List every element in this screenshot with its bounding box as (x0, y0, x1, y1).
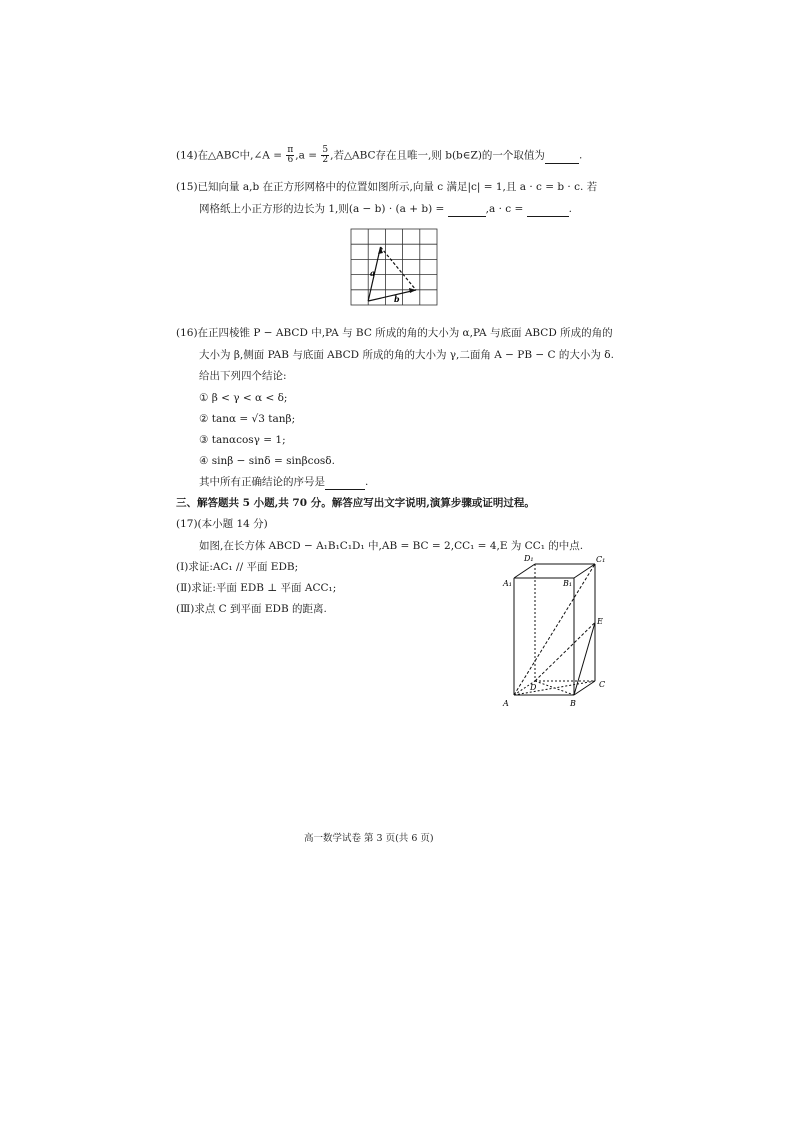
vertex-label-A: A (503, 699, 509, 708)
vector-grid-figure (350, 228, 440, 308)
fraction-numerator: π (287, 145, 294, 155)
vector-difference-dashed (381, 247, 417, 290)
cuboid-figure (500, 548, 620, 714)
question-16-line-1: (16)在正四棱锥 P − ABCD 中,PA 与 BC 所成的角的大小为 α,PA 与底面 ABCD 所成的角的 (176, 327, 613, 339)
vector-a-label: a (370, 268, 376, 278)
vertex-label-B1: B₁ (563, 579, 573, 588)
question-14-end: . (578, 149, 583, 162)
question-17-intro: 如图,在长方体 ABCD − A₁B₁C₁D₁ 中,AB = BC = 2,CC₁ = 4,E 为 CC₁ 的中点. (199, 540, 584, 552)
question-14-text-a: 在△ABC中,∠A = (197, 149, 283, 162)
question-15-line-2 (199, 202, 572, 217)
question-17-part-1: (Ⅰ)求证:AC₁ // 平面 EDB; (176, 561, 299, 573)
question-15-end: . (568, 203, 572, 215)
question-17-part-2: (Ⅱ)求证:平面 EDB ⊥ 平面 ACC₁; (176, 582, 337, 594)
question-15-line-1: (15)已知向量 a,b 在正方形网格中的位置如图所示,向量 c 满足|c| = 1,且 a · c = b · c. 若 (176, 181, 598, 193)
vertex-label-B: B (570, 699, 576, 708)
question-15-text-b: ,a · c = (485, 203, 524, 215)
question-17-header: (17)(本小题 14 分) (176, 518, 268, 530)
vertex-label-C: C (599, 680, 606, 689)
fraction-denominator: 2 (322, 155, 329, 165)
vertex-label-D1: D₁ (524, 554, 534, 563)
edge-A1D1 (514, 564, 535, 578)
page-footer: 高一数学试卷 第 3 页(共 6 页) (304, 833, 434, 844)
question-16-line-2: 大小为 β,侧面 PAB 与底面 ABCD 所成的角的大小为 γ,二面角 A − PB − C 的大小为 δ. (199, 349, 614, 361)
answer-blank-15b[interactable] (527, 202, 569, 217)
arrowhead-a (378, 247, 383, 254)
segment-BE (574, 623, 595, 696)
vertex-label-C1: C₁ (596, 555, 606, 564)
vertex-label-A1: A₁ (503, 579, 512, 588)
question-14-text-c: ,若△ABC存在且唯一,则 b(b∈Z)的一个取值为 (330, 149, 545, 162)
question-14-number: (14) (176, 149, 198, 162)
question-14 (176, 146, 582, 165)
answer-blank-15a[interactable] (448, 202, 486, 217)
fraction-pi-over-6 (286, 146, 294, 165)
diagonal-DB (535, 681, 574, 695)
fraction-denominator: 6 (287, 155, 294, 165)
question-16-line-3: 给出下列四个结论: (199, 370, 287, 382)
question-16-prompt: 其中所有正确结论的序号是 (199, 476, 325, 488)
arrowhead-b (409, 288, 416, 293)
conclusion-2: ② tanα = √3 tanβ; (199, 413, 296, 425)
vector-b-arrow (368, 290, 416, 301)
diagonal-AC1 (514, 564, 595, 695)
fraction-5-over-2 (321, 146, 329, 165)
section-3-title: 三、解答题共 5 小题,共 70 分。解答应写出文字说明,演算步骤或证明过程。 (176, 497, 535, 509)
vertex-label-D: D (530, 683, 537, 692)
question-16-last (199, 475, 368, 490)
question-17-part-3: (Ⅲ)求点 C 到平面 EDB 的距离. (176, 603, 327, 615)
conclusion-4: ④ sinβ − sinδ = sinβcosδ. (199, 455, 335, 467)
edge-B1C1 (574, 564, 595, 578)
question-16-end: . (365, 476, 369, 488)
segment-DE (535, 623, 595, 682)
answer-blank-14[interactable] (545, 149, 579, 164)
conclusion-1: ① β < γ < α < δ; (199, 392, 288, 404)
question-15-text-a: 网格纸上小正方形的边长为 1,则(a − b) · (a + b) = (199, 203, 445, 215)
vector-b-label: b (394, 294, 400, 304)
fraction-numerator: 5 (322, 145, 329, 155)
question-14-text-b: ,a = (295, 149, 318, 162)
answer-blank-16[interactable] (325, 475, 365, 490)
conclusion-3: ③ tanαcosγ = 1; (199, 434, 286, 446)
vertex-label-E: E (597, 617, 603, 626)
